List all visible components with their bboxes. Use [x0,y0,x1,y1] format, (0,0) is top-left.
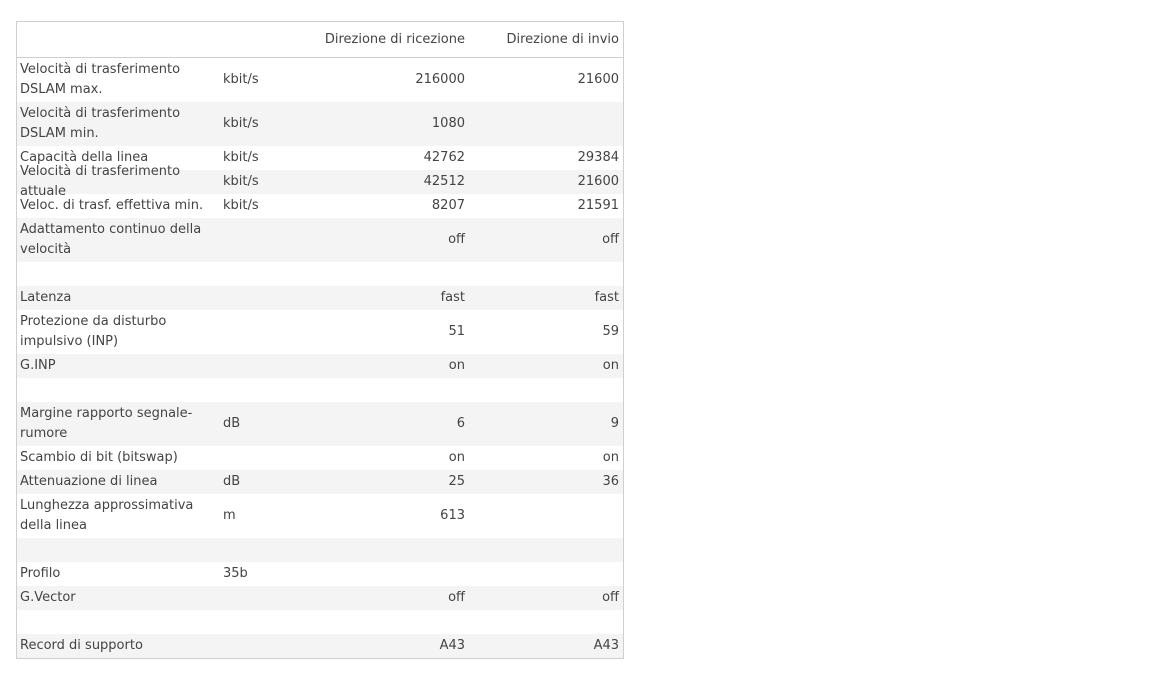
row-unit: kbit/s [223,198,259,213]
row-label: Attenuazione di linea [20,474,158,489]
table-row [17,634,623,658]
row-send-value: on [602,450,619,465]
table-row [17,310,623,354]
table-row [17,58,623,102]
row-label: G.INP [20,358,56,373]
row-receive-value: on [448,450,465,465]
row-label: Protezione da disturbo impulsivo (INP) [20,314,167,349]
table-spacer-row [17,378,623,402]
row-label: Velocità di trasferimento attuale [20,164,181,199]
table-row [17,470,623,494]
row-receive-value: 1080 [431,116,465,131]
header-receive-direction: Direzione di ricezione [324,31,465,47]
row-receive-value: 25 [448,474,465,489]
table-row [17,586,623,610]
row-send-value: on [602,358,619,373]
table-row [17,194,623,218]
table-row [17,164,623,199]
row-receive-value: 216000 [415,72,465,87]
row-receive-value: 8207 [431,198,465,213]
row-receive-value: off [448,590,465,605]
row-send-value: fast [594,290,619,305]
row-unit: 35b [223,566,248,581]
header-send-direction: Direzione di invio [506,31,619,47]
table-row [17,102,623,146]
row-send-value: 36 [602,474,619,489]
table-row [17,354,623,378]
row-unit: kbit/s [223,72,259,87]
table-spacer-row [17,262,623,286]
row-send-value: off [602,590,619,605]
row-label: Velocità di trasferimento DSLAM max. [20,62,181,97]
row-send-value: 29384 [577,150,619,165]
row-send-value: 9 [610,416,619,431]
row-unit: kbit/s [223,174,259,189]
table-row [17,562,623,586]
row-label: Margine rapporto segnale-rumore [20,406,193,441]
row-receive-value: 51 [448,324,465,339]
row-send-value: A43 [593,638,619,653]
row-unit: m [223,508,236,523]
table-header [17,22,623,58]
row-unit: dB [223,416,241,431]
row-receive-value: A43 [439,638,465,653]
row-send-value: 21591 [577,198,619,213]
row-unit: kbit/s [223,116,259,131]
dsl-info-table [16,21,624,659]
row-receive-value: fast [440,290,465,305]
table-row [17,286,623,310]
row-receive-value: 6 [456,416,465,431]
row-label: Profilo [20,566,61,581]
row-label: Adattamento continuo della velocità [20,222,202,257]
row-receive-value: 613 [440,508,465,523]
row-send-value: 21600 [577,72,619,87]
row-label: Record di supporto [20,638,143,653]
row-label: Velocità di trasferimento DSLAM min. [20,106,181,141]
row-label: Veloc. di trasf. effettiva min. [20,198,204,213]
row-send-value: 59 [602,324,619,339]
table-row [17,446,623,470]
row-unit: kbit/s [223,150,259,165]
row-receive-value: 42512 [423,174,465,189]
row-receive-value: 42762 [423,150,465,165]
row-send-value: 21600 [577,174,619,189]
row-label: Capacità della linea [20,150,149,165]
row-label: G.Vector [20,590,76,605]
table-row [17,494,623,538]
table-row [17,402,623,446]
row-label: Scambio di bit (bitswap) [20,450,178,465]
table-body [17,58,623,658]
table-spacer-row [17,610,623,634]
row-label: Latenza [20,290,72,305]
row-unit: dB [223,474,241,489]
row-receive-value: on [448,358,465,373]
row-label: Lunghezza approssimativa della linea [20,498,194,533]
row-send-value: off [602,232,619,247]
row-receive-value: off [448,232,465,247]
table-spacer-row [17,538,623,562]
table-row [17,218,623,262]
